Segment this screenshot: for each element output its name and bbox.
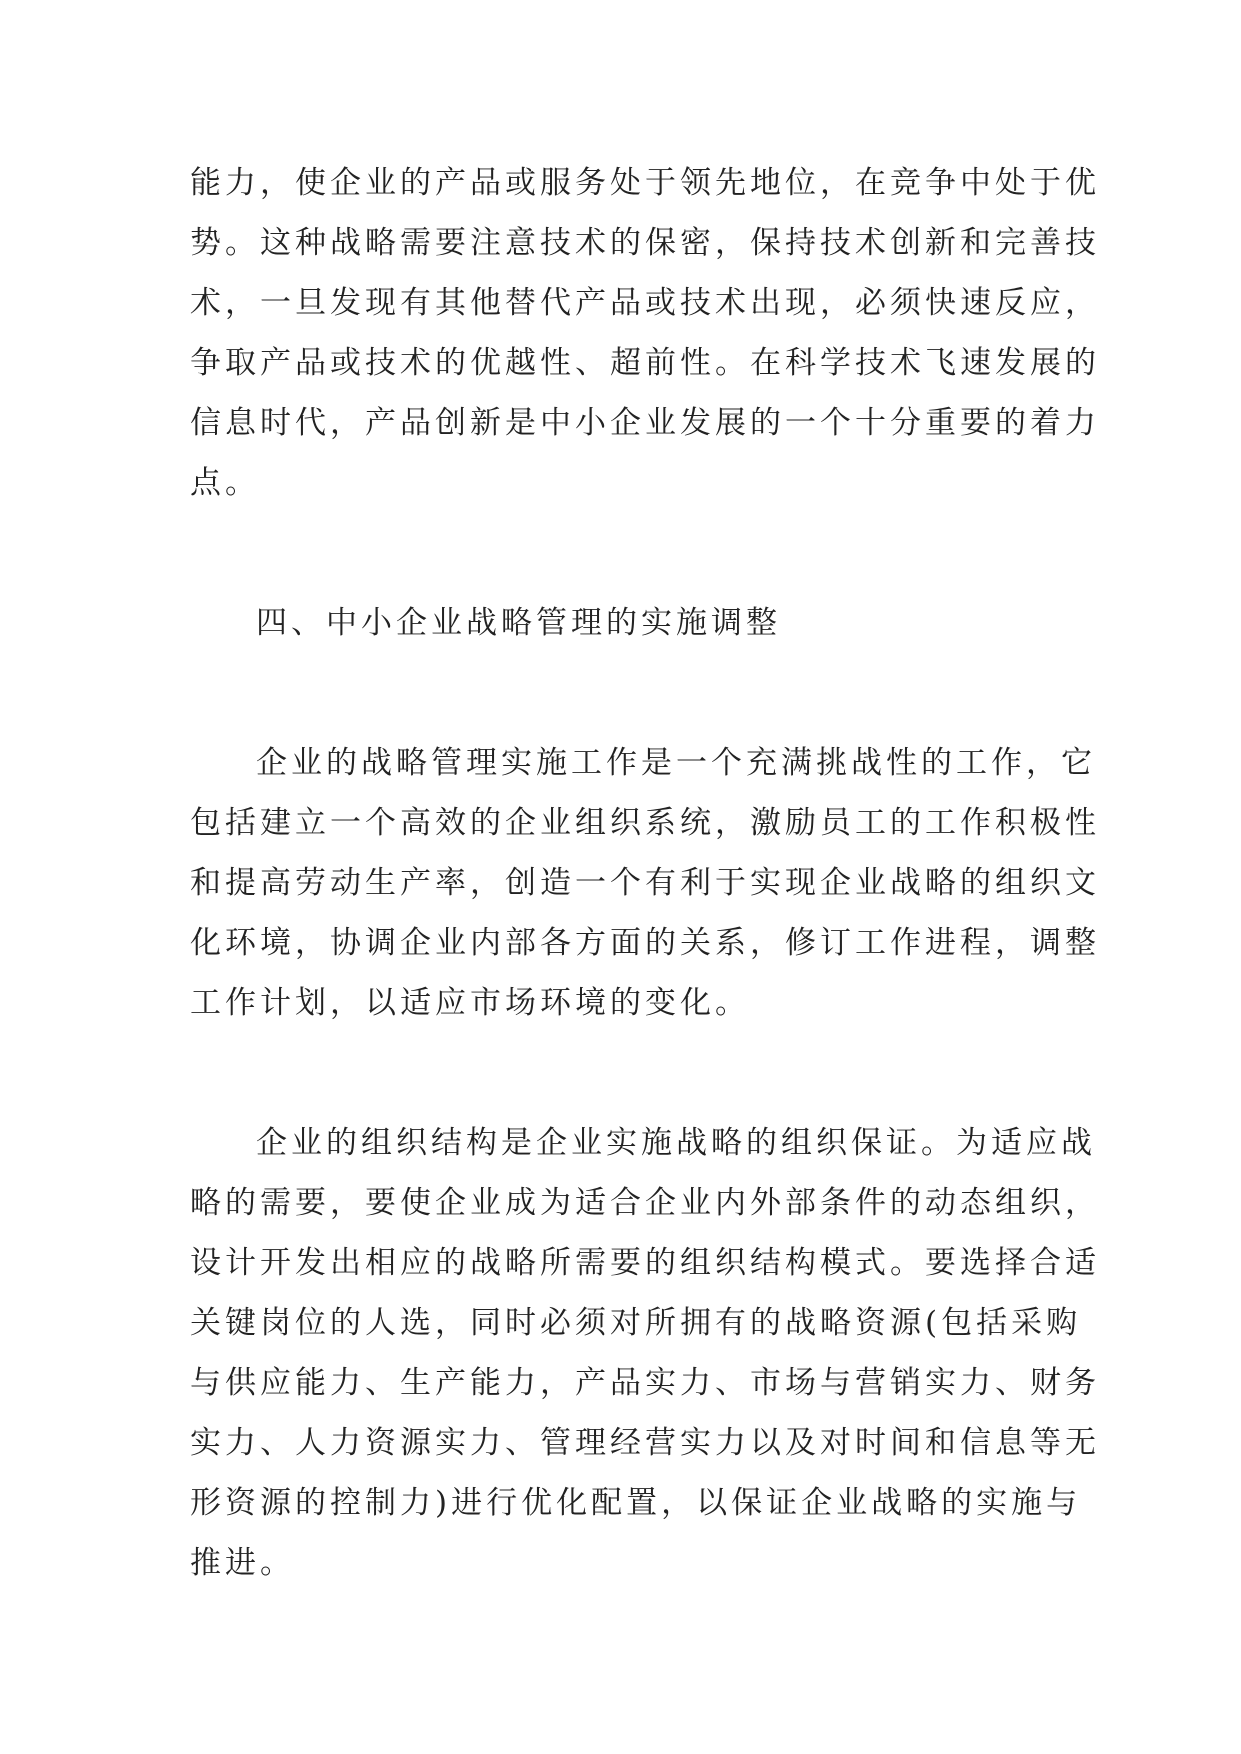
text-line: 实力、人力资源实力、管理经营实力以及对时间和信息等无	[190, 1425, 1100, 1461]
paragraph-implementation	[190, 733, 1100, 1033]
text-line: 关键岗位的人选，同时必须对所拥有的战略资源(包括采购	[190, 1305, 1082, 1341]
section-heading: 四、中小企业战略管理的实施调整	[256, 605, 781, 641]
text-line: 术，一旦发现有其他替代产品或技术出现，必须快速反应，	[190, 285, 1100, 321]
text-line: 设计开发出相应的战略所需要的组织结构模式。要选择合适	[190, 1245, 1100, 1281]
text-line: 和提高劳动生产率，创造一个有利于实现企业战略的组织文	[190, 865, 1100, 901]
paragraph-product-innovation	[190, 153, 1100, 513]
paragraph-gap	[190, 653, 1060, 733]
text-line: 点。	[190, 465, 260, 501]
text-line: 企业的组织结构是企业实施战略的组织保证。为适应战	[256, 1125, 1096, 1161]
text-line: 信息时代，产品创新是中小企业发展的一个十分重要的着力	[190, 405, 1100, 441]
document-body	[190, 153, 1100, 1593]
paragraph-organization-structure	[190, 1113, 1100, 1593]
paragraph-gap	[190, 1033, 1060, 1113]
text-line: 形资源的控制力)进行优化配置，以保证企业战略的实施与	[190, 1485, 1082, 1521]
text-line: 包括建立一个高效的企业组织系统，激励员工的工作积极性	[190, 805, 1100, 841]
text-line: 化环境，协调企业内部各方面的关系，修订工作进程，调整	[190, 925, 1100, 961]
text-line: 略的需要，要使企业成为适合企业内外部条件的动态组织，	[190, 1185, 1100, 1221]
text-line: 推进。	[190, 1545, 295, 1581]
text-line: 能力，使企业的产品或服务处于领先地位，在竞争中处于优	[190, 165, 1100, 201]
text-line: 争取产品或技术的优越性、超前性。在科学技术飞速发展的	[190, 345, 1100, 381]
text-line: 与供应能力、生产能力，产品实力、市场与营销实力、财务	[190, 1365, 1100, 1401]
paragraph-gap	[190, 513, 1060, 593]
text-line: 企业的战略管理实施工作是一个充满挑战性的工作，它	[256, 745, 1096, 781]
text-line: 工作计划，以适应市场环境的变化。	[190, 985, 750, 1021]
text-line: 势。这种战略需要注意技术的保密，保持技术创新和完善技	[190, 225, 1100, 261]
